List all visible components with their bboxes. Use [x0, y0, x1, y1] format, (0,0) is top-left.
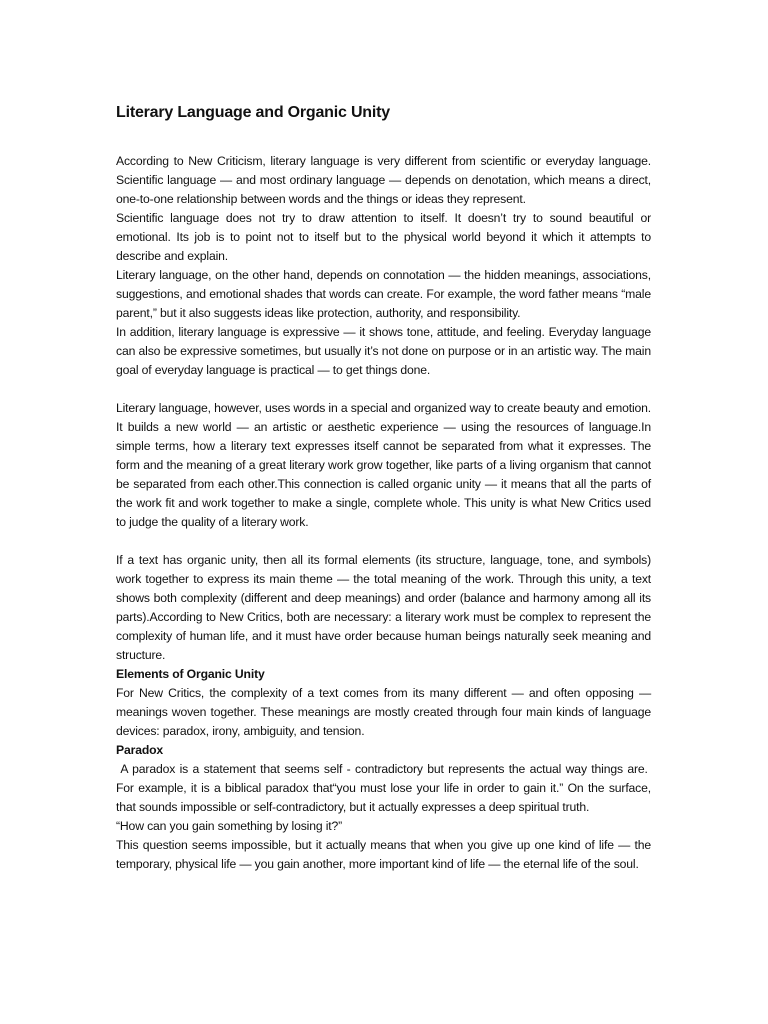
paragraph-spacer — [116, 532, 651, 551]
paragraph-spacer — [116, 380, 651, 399]
paragraph-elements: For New Critics, the complexity of a text comes from its many different — and often opposing — meanings woven together. These meanings are mostly created through four main kinds of language devices: paradox, irony, ambiguity, and tension. — [116, 686, 651, 738]
paragraph-denotation: According to New Criticism, literary language is very different from scientific or everyday language. Scientific language — and most ordinary language — depends on denotation, which means a direct, one-to-one relationship between words and the things or ideas they represent. — [116, 154, 651, 206]
paragraph-paradox: A paradox is a statement that seems self - contradictory but represents the actual way things are. For example, it is a biblical paradox that“you must lose your life in order to gain it.” On the surface, that sounds impossible or self-contradictory, but it actually expresses a deep spiritual truth. — [116, 762, 651, 814]
document-page — [116, 102, 651, 874]
paragraph-complexity-order: If a text has organic unity, then all its formal elements (its structure, language, tone, and symbols) work together to express its main theme — the total meaning of the work. Through this unity, a text shows both complexity (different and deep meanings) and order (balance and harmony among all its parts).According to New Critics, both are necessary: a literary work must be complex to represent the complexity of human life, and it must have order because human beings naturally seek meaning and structure. — [116, 553, 651, 662]
paragraph-organic-unity: Literary language, however, uses words in a special and organized way to create beauty and emotion. It builds a new world — an artistic or aesthetic experience — using the resources of language.In simple terms, how a literary text expresses itself cannot be separated from what it expresses. The form and the meaning of a great literary work grow together, like parts of a living organism that cannot be separated from each other.This connection is called organic unity — it means that all the parts of the work fit and work together to make a single, complete whole. This unity is what New Critics used to judge the quality of a literary work. — [116, 401, 651, 529]
paragraph-explanation: This question seems impossible, but it actually means that when you give up one kind of life — the temporary, physical life — you gain another, more important kind of life — the eternal life of the soul. — [116, 838, 651, 871]
document-title: Literary Language and Organic Unity — [116, 104, 390, 121]
paragraph-scientific-language: Scientific language does not try to draw attention to itself. It doesn’t try to sound beautiful or emotional. Its job is to point not to itself but to the physical world beyond it which it attempts to describe and explain. — [116, 211, 651, 263]
paragraph-expressive: In addition, literary language is expressive — it shows tone, attitude, and feeling. Everyday language can also be expressive sometimes, but usually it’s not done on purpose or in an artistic way. The main goal of everyday language is practical — to get things done. — [116, 325, 651, 377]
section-heading-paradox: Paradox — [116, 743, 164, 757]
section-heading-elements: Elements of Organic Unity — [116, 667, 265, 681]
paragraph-connotation: Literary language, on the other hand, depends on connotation — the hidden meanings, associations, suggestions, and emotional shades that words can create. For example, the word father means “male parent,” but it also suggests ideas like protection, authority, and responsibility. — [116, 268, 651, 320]
paragraph-question: “How can you gain something by losing it?” — [116, 819, 343, 833]
